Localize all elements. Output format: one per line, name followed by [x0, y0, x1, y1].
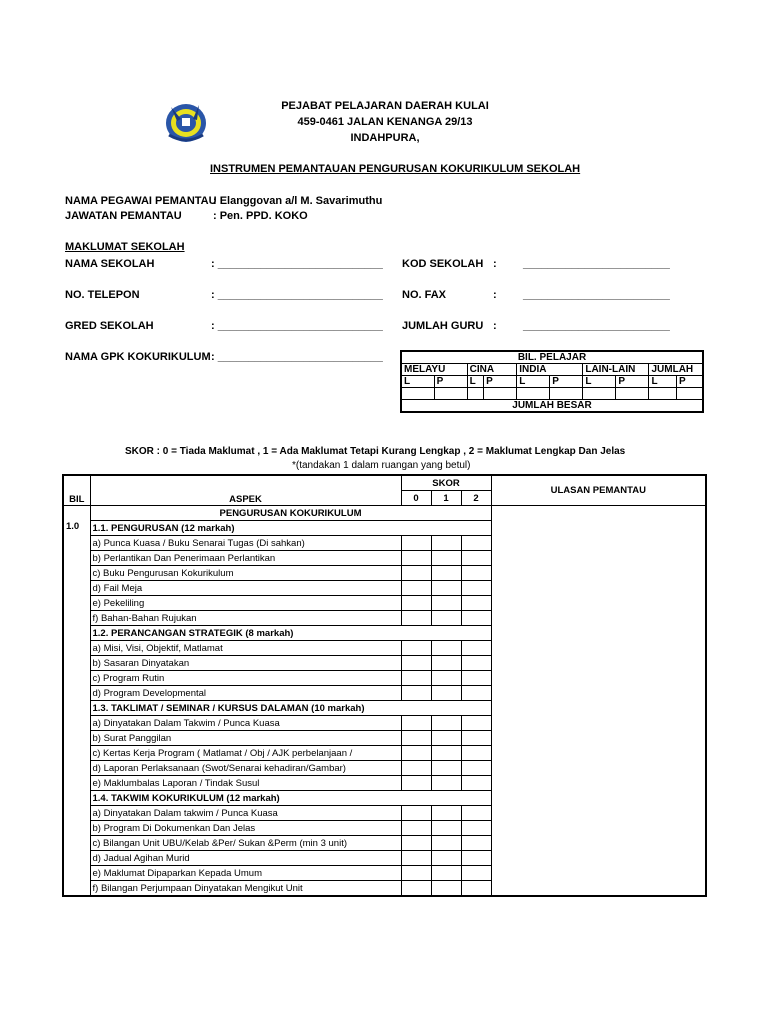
officer-post-value: : Pen. PPD. KOKO [213, 210, 308, 222]
skor-1-cell[interactable] [431, 881, 461, 897]
skor-2-cell[interactable] [461, 611, 491, 626]
field-jumlah-guru-blank[interactable]: ________________________ [523, 320, 670, 332]
pelajar-group-cina: CINA [467, 364, 517, 376]
pelajar-cell[interactable] [649, 388, 677, 400]
bil-number: 1.0 [63, 521, 90, 897]
pelajar-group-jumlah: JUMLAH [649, 364, 703, 376]
field-kod-sekolah: KOD SEKOLAH [402, 258, 484, 270]
skor-1-cell[interactable] [431, 596, 461, 611]
aspek-item: e) Maklumbalas Laporan / Tindak Susul [90, 776, 401, 791]
field-nama-sekolah-blank[interactable]: : ___________________________ [211, 258, 383, 270]
skor-col-2: 2 [461, 491, 491, 506]
skor-2-cell[interactable] [461, 596, 491, 611]
skor-2-cell[interactable] [461, 836, 491, 851]
skor-0-cell[interactable] [401, 536, 431, 551]
skor-0-cell[interactable] [401, 836, 431, 851]
skor-0-cell[interactable] [401, 611, 431, 626]
office-name: PEJABAT PELAJARAN DAERAH KULAI [281, 100, 489, 112]
skor-0-cell[interactable] [401, 761, 431, 776]
skor-1-cell[interactable] [431, 761, 461, 776]
field-jumlah-guru: JUMLAH GURU [402, 320, 484, 332]
ulasan-cell[interactable] [491, 521, 706, 897]
form-title: INSTRUMEN PEMANTAUAN PENGURUSAN KOKURIKULUM SEKOLAH [210, 163, 581, 175]
pelajar-group-india: INDIA [517, 364, 583, 376]
officer-post-label: JAWATAN PEMANTAU [65, 210, 182, 222]
pelajar-cell[interactable] [616, 388, 649, 400]
skor-0-cell[interactable] [401, 851, 431, 866]
aspek-item: a) Punca Kuasa / Buku Senarai Tugas (Di sahkan) [90, 536, 401, 551]
field-nama-sekolah: NAMA SEKOLAH [65, 258, 155, 270]
pelajar-cell[interactable] [434, 388, 467, 400]
skor-1-cell[interactable] [431, 581, 461, 596]
pelajar-table [400, 350, 704, 413]
skor-0-cell[interactable] [401, 746, 431, 761]
section-row [63, 521, 706, 536]
skor-1-cell[interactable] [431, 686, 461, 701]
skor-0-cell[interactable] [401, 551, 431, 566]
skor-col-0: 0 [401, 491, 431, 506]
skor-1-cell[interactable] [431, 851, 461, 866]
pelajar-l: L [583, 376, 616, 388]
pelajar-cell[interactable] [484, 388, 517, 400]
section-title: 1.3. TAKLIMAT / SEMINAR / KURSUS DALAMAN (10 markah) [90, 701, 491, 716]
skor-2-cell[interactable] [461, 551, 491, 566]
office-address: 459-0461 JALAN KENANGA 29/13 [297, 116, 473, 128]
skor-2-cell[interactable] [461, 746, 491, 761]
aspek-item: f) Bahan-Bahan Rujukan [90, 611, 401, 626]
field-nama-gpk-blank[interactable]: : ___________________________ [211, 351, 383, 363]
pelajar-total: JUMLAH BESAR [401, 400, 703, 413]
field-no-telepon-blank[interactable]: : ___________________________ [211, 289, 383, 301]
col-bil: BIL [63, 475, 90, 506]
skor-1-cell[interactable] [431, 716, 461, 731]
ulasan-spacer [491, 506, 706, 521]
school-section-title: MAKLUMAT SEKOLAH [65, 241, 185, 253]
aspek-item: c) Program Rutin [90, 671, 401, 686]
pelajar-cell[interactable] [583, 388, 616, 400]
colon: : [493, 258, 497, 270]
skor-2-cell[interactable] [461, 851, 491, 866]
field-kod-sekolah-blank[interactable]: ________________________ [523, 258, 670, 270]
pelajar-l: L [649, 376, 677, 388]
skor-2-cell[interactable] [461, 536, 491, 551]
skor-2-cell[interactable] [461, 656, 491, 671]
aspek-item: e) Pekeliling [90, 596, 401, 611]
skor-2-cell[interactable] [461, 821, 491, 836]
skor-1-cell[interactable] [431, 551, 461, 566]
skor-2-cell[interactable] [461, 806, 491, 821]
colon: : [493, 320, 497, 332]
officer-name-value: : Elanggovan a/l M. Savarimuthu [213, 195, 383, 207]
field-no-fax-blank[interactable]: ________________________ [523, 289, 670, 301]
section-title: 1.4. TAKWIM KOKURIKULUM (12 markah) [90, 791, 491, 806]
skor-legend: SKOR : 0 = Tiada Maklumat , 1 = Ada Maklumat Tetapi Kurang Lengkap , 2 = Maklumat Lengkap Dan Jelas [125, 446, 626, 457]
assessment-table [62, 474, 707, 897]
colon: : [493, 289, 497, 301]
skor-0-cell[interactable] [401, 716, 431, 731]
skor-col-1: 1 [431, 491, 461, 506]
field-gred-sekolah-blank[interactable]: : ___________________________ [211, 320, 383, 332]
skor-0-cell[interactable] [401, 566, 431, 581]
aspek-item: c) Kertas Kerja Program ( Matlamat / Obj / AJK perbelanjaan / [90, 746, 401, 761]
skor-1-cell[interactable] [431, 671, 461, 686]
pelajar-p: P [484, 376, 517, 388]
skor-2-cell[interactable] [461, 641, 491, 656]
skor-2-cell[interactable] [461, 776, 491, 791]
skor-0-cell[interactable] [401, 731, 431, 746]
skor-1-cell[interactable] [431, 866, 461, 881]
aspek-item: e) Maklumat Dipaparkan Kepada Umum [90, 866, 401, 881]
col-aspek: ASPEK [90, 475, 401, 506]
aspek-item: b) Sasaran Dinyatakan [90, 656, 401, 671]
aspek-item: b) Perlantikan Dan Penerimaan Perlantikan [90, 551, 401, 566]
skor-0-cell[interactable] [401, 581, 431, 596]
skor-1-cell[interactable] [431, 566, 461, 581]
skor-1-cell[interactable] [431, 656, 461, 671]
pelajar-l: L [401, 376, 434, 388]
skor-1-cell[interactable] [431, 746, 461, 761]
field-no-fax: NO. FAX [402, 289, 447, 301]
skor-0-cell[interactable] [401, 866, 431, 881]
skor-1-cell[interactable] [431, 731, 461, 746]
skor-2-cell[interactable] [461, 566, 491, 581]
field-no-telepon: NO. TELEPON [65, 289, 140, 301]
col-ulasan: ULASAN PEMANTAU [491, 475, 706, 506]
pelajar-cell[interactable] [401, 388, 434, 400]
pelajar-title: BIL. PELAJAR [401, 351, 703, 364]
pelajar-cell[interactable] [677, 388, 703, 400]
skor-2-cell[interactable] [461, 686, 491, 701]
skor-2-cell[interactable] [461, 671, 491, 686]
pelajar-l: L [517, 376, 550, 388]
skor-2-cell[interactable] [461, 761, 491, 776]
skor-0-cell[interactable] [401, 776, 431, 791]
aspek-item: d) Program Developmental [90, 686, 401, 701]
aspek-item: d) Fail Meja [90, 581, 401, 596]
skor-2-cell[interactable] [461, 716, 491, 731]
skor-1-cell[interactable] [431, 611, 461, 626]
pelajar-cell[interactable] [517, 388, 550, 400]
skor-1-cell[interactable] [431, 836, 461, 851]
pelajar-cell[interactable] [550, 388, 583, 400]
section-title: 1.2. PERANCANGAN STRATEGIK (8 markah) [90, 626, 491, 641]
skor-0-cell[interactable] [401, 671, 431, 686]
skor-1-cell[interactable] [431, 536, 461, 551]
skor-0-cell[interactable] [401, 821, 431, 836]
skor-0-cell[interactable] [401, 881, 431, 897]
skor-1-cell[interactable] [431, 821, 461, 836]
skor-0-cell[interactable] [401, 806, 431, 821]
officer-name-label: NAMA PEGAWAI PEMANTAU [65, 195, 217, 207]
pelajar-p: P [434, 376, 467, 388]
aspek-item: c) Buku Pengurusan Kokurikulum [90, 566, 401, 581]
skor-2-cell[interactable] [461, 731, 491, 746]
bil-spacer [63, 506, 90, 521]
skor-2-cell[interactable] [461, 881, 491, 897]
skor-1-cell[interactable] [431, 806, 461, 821]
skor-0-cell[interactable] [401, 656, 431, 671]
field-gred-sekolah: GRED SEKOLAH [65, 320, 154, 332]
pelajar-group-melayu: MELAYU [401, 364, 467, 376]
office-city: INDAHPURA, [350, 132, 420, 144]
aspek-item: d) Jadual Agihan Murid [90, 851, 401, 866]
pelajar-p: P [616, 376, 649, 388]
aspek-item: a) Dinyatakan Dalam Takwim / Punca Kuasa [90, 716, 401, 731]
aspek-item: a) Dinyatakan Dalam takwim / Punca Kuasa [90, 806, 401, 821]
aspek-item: b) Program Di Dokumenkan Dan Jelas [90, 821, 401, 836]
section-title: 1.1. PENGURUSAN (12 markah) [90, 521, 491, 536]
aspek-item: c) Bilangan Unit UBU/Kelab &Per/ Sukan &Perm (min 3 unit) [90, 836, 401, 851]
pelajar-p: P [550, 376, 583, 388]
skor-2-cell[interactable] [461, 866, 491, 881]
skor-0-cell[interactable] [401, 686, 431, 701]
col-skor: SKOR [401, 475, 491, 491]
skor-2-cell[interactable] [461, 581, 491, 596]
pelajar-p: P [677, 376, 703, 388]
skor-1-cell[interactable] [431, 776, 461, 791]
table-main-title: PENGURUSAN KOKURIKULUM [90, 506, 491, 521]
skor-0-cell[interactable] [401, 641, 431, 656]
skor-0-cell[interactable] [401, 596, 431, 611]
pelajar-cell[interactable] [467, 388, 484, 400]
aspek-item: f) Bilangan Perjumpaan Dinyatakan Mengikut Unit [90, 881, 401, 897]
aspek-item: d) Laporan Perlaksanaan (Swot/Senarai kehadiran/Gambar) [90, 761, 401, 776]
aspek-item: b) Surat Panggilan [90, 731, 401, 746]
pelajar-l: L [467, 376, 484, 388]
skor-1-cell[interactable] [431, 641, 461, 656]
skor-note: *(tandakan 1 dalam ruangan yang betul) [292, 460, 471, 471]
field-nama-gpk: NAMA GPK KOKURIKULUM [65, 351, 211, 363]
aspek-item: a) Misi, Visi, Objektif, Matlamat [90, 641, 401, 656]
pelajar-group-lain: LAIN-LAIN [583, 364, 649, 376]
